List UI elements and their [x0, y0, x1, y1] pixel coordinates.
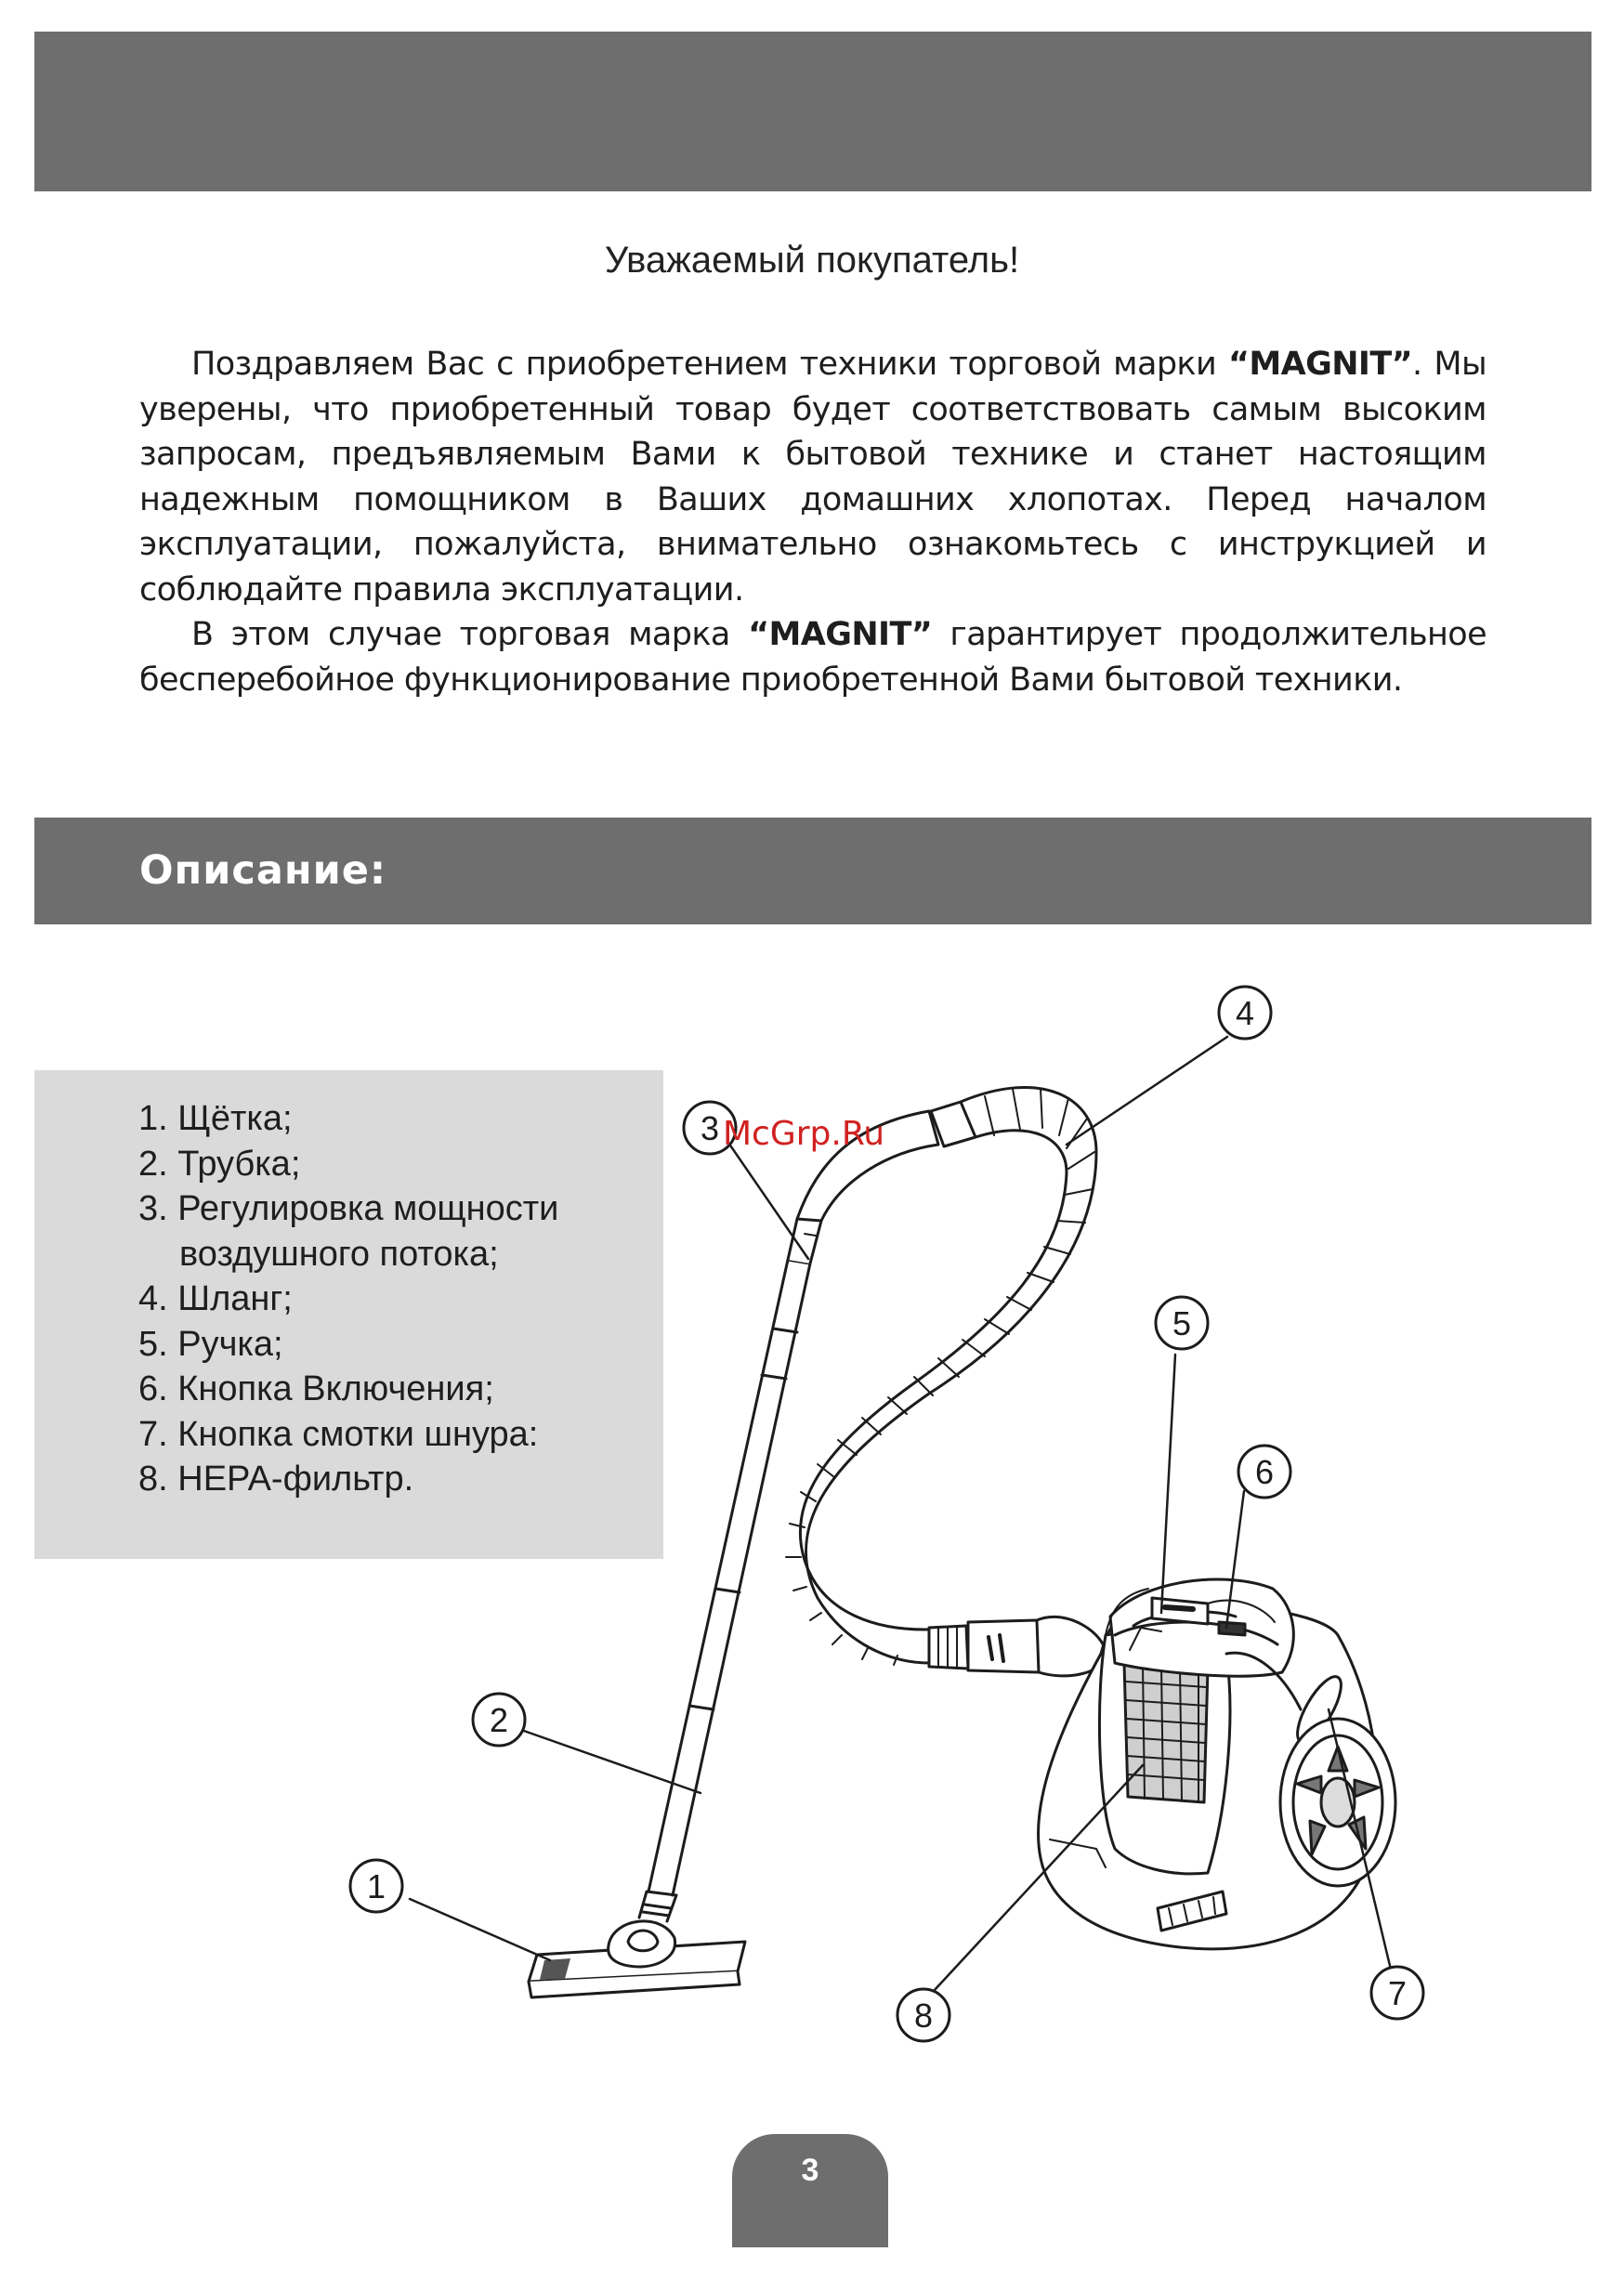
- tube-illustration: [648, 1111, 938, 1895]
- watermark: McGrp.Ru: [723, 1115, 885, 1153]
- legend-item: 7. Кнопка смотки шнура:: [138, 1414, 539, 1454]
- brush-illustration: [529, 1892, 745, 1997]
- callout-7: 7: [1387, 1974, 1408, 2012]
- legend-item: 8. HEPA-фильтр.: [138, 1460, 414, 1499]
- callout-4: 4: [1235, 994, 1255, 1032]
- callout-5: 5: [1172, 1304, 1192, 1342]
- intro-paragraph-1: Поздравляем Вас с приобретением техники торговой марки “MAGNIT”. Мы уверены, что приобретенный товар будет соответствовать самым высоким запросам, предъявляемым Вами к бытовой технике и станет настоящим надежным помощником в Ваших домашних хлопотах. Перед началом эксплуатации, пожалуйста, внимательно ознакомьтесь с инструкцией и соблюдайте правила эксплуатации.: [139, 346, 1486, 609]
- legend-item: 3. Регулировка мощности: [138, 1189, 559, 1228]
- callout-2: 2: [489, 1701, 509, 1739]
- section-title: Описание:: [139, 847, 387, 894]
- brand-name: “MAGNIT”: [748, 616, 933, 653]
- callout-3: 3: [700, 1109, 720, 1147]
- legend-item: 4. Шланг;: [138, 1279, 293, 1318]
- brand-name: “MAGNIT”: [1227, 346, 1412, 383]
- header-band: [34, 32, 1591, 191]
- page-number-tab: [732, 2134, 888, 2247]
- intro-paragraph-2: В этом случае торговая марка “MAGNIT” гарантирует продолжительное бесперебойное функционирование приобретенной Вами бытовой техники.: [139, 616, 1486, 699]
- greeting-heading: Уважаемый покупатель!: [604, 240, 1020, 281]
- legend-item: 5. Ручка;: [138, 1324, 283, 1364]
- legend-item: 6. Кнопка Включения;: [138, 1369, 494, 1408]
- intro-text: [139, 342, 1486, 702]
- legend-item: 1. Щётка;: [138, 1099, 293, 1138]
- hose-illustration: [786, 1087, 1106, 1675]
- section-header: [34, 818, 1591, 924]
- legend-item: воздушного потока;: [179, 1234, 499, 1274]
- callout-8: 8: [913, 1997, 934, 2035]
- callout-6: 6: [1254, 1453, 1275, 1491]
- callout-1: 1: [366, 1867, 386, 1905]
- legend-item: 2. Трубка;: [138, 1144, 301, 1184]
- page-number: 3: [801, 2153, 819, 2188]
